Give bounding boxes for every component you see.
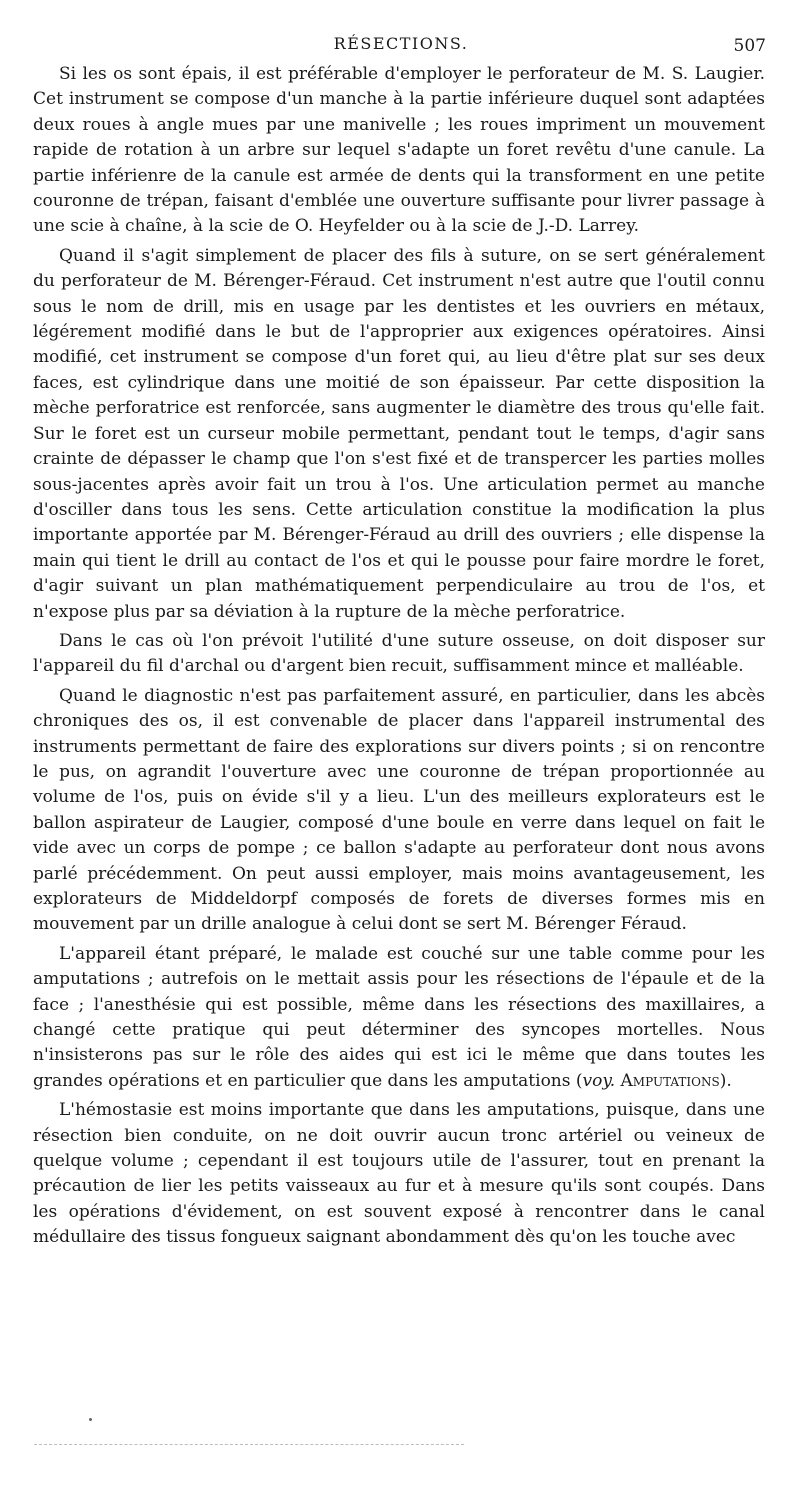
paragraph-perforateur-laugier: Si les os sont épais, il est préférable d'employer le perforateur de M. S. Laugier. Cet instrument se compose d'un manche à la partie inférieure duquel sont adaptées deux roues à angle mues par une manivelle ; les roues impriment un mouvement rapide de rotation à un arbre sur lequel s'adapte un foret revêtu d'une canule. La partie inférienre de la canule est armée de dents qui la transforment en une petite couronne de trépan, faisant d'emblée une ouverture suffisante pour livrer passage à une scie à chaîne, à la scie de O. Heyfelder ou à la scie de J.-D. Larrey. xyxy=(33,64,765,237)
appareil-text: L'appareil étant préparé, le malade est couché sur une table comme pour les amputations ; autrefois on le mettait assis pour les résections de l'épaule et de la face ; l'anesthésie qui est possible, même dans les résections des maxillaires, a changé cette pratique qui peut déterminer des syncopes mortelles. Nous n'insisterons pas sur le rôle des aides qui est ici le même que dans toutes les grandes opérations et en particulier que dans les amputations ( xyxy=(33,943,765,1091)
voy-abbreviation: voy. xyxy=(582,1070,616,1091)
page-number: 507 xyxy=(733,36,766,56)
appareil-closing: ). xyxy=(719,1070,732,1091)
print-speck xyxy=(89,1418,92,1421)
cross-reference: Amputations xyxy=(620,1070,720,1091)
body-text xyxy=(33,62,765,1255)
paragraph-suture-osseuse: Dans le cas où l'on prévoit l'utilité d'une suture osseuse, on doit disposer sur l'appareil du fil d'archal ou d'argent bien recuit, suffisamment mince et malléable. xyxy=(33,630,765,677)
paragraph-diagnostic: Quand le diagnostic n'est pas parfaitement assuré, en particulier, dans les abcès chroniques des os, il est convenable de placer dans l'appareil instrumental des instruments permettant de faire des explorations sur divers points ; si on rencontre le pus, on agrandit l'ouverture avec une couronne de trépan proportionnée au volume de l'os, puis on évide s'il y a lieu. L'un des meilleurs explorateurs est le ballon aspirateur de Laugier, composé d'une boule en verre dans lequel on fait le vide avec un corps de pompe ; ce ballon s'adapte au perforateur dont nous avons parlé précédemment. On peut aussi employer, mais moins avantageusement, les explorateurs de Middeldorpf composés de forets de diverses formes mis en mouvement par un drille analogue à celui dont se sert M. Bérenger Féraud. xyxy=(33,685,765,935)
running-title: RÉSECTIONS. xyxy=(333,34,469,53)
page-header xyxy=(30,34,772,60)
paragraph-hemostasie: L'hémostasie est moins importante que dans les amputations, puisque, dans une résection bien conduite, on ne doit ouvrir aucun tronc artériel ou veineux de quelque volume ; cependant il est toujours utile de l'assurer, tout en prenant la précaution de lier les petits vaisseaux au fur et à mesure qu'ils sont coupés. Dans les opérations d'évidement, on est souvent exposé à rencontrer dans le canal médullaire des tissus fongueux saignant abondamment dès qu'on les touche avec xyxy=(33,1100,765,1248)
paragraph-appareil xyxy=(33,942,765,1094)
paragraph-perforateur-berenger: Quand il s'agit simplement de placer des fils à suture, on se sert généralement du perforateur de M. Bérenger-Féraud. Cet instrument n'est autre que l'outil connu sous le nom de drill, mis en usage par les dentistes et les ouvriers en métaux, légérement modifié dans le but de l'approprier aux exigences opératoires. Ainsi modifié, cet instrument se compose d'un foret qui, au lieu d'être plat sur ses deux faces, est cylindrique dans une moitié de son épaisseur. Par cette disposition la mèche perforatrice est renforcée, sans augmenter le diamètre des trous qu'elle fait. Sur le foret est un curseur mobile permettant, pendant tout le temps, d'agir sans crainte de dépasser le champ que l'on s'est fixé et de transpercer les parties molles sous-jacentes après avoir fait un trou à l'os. Une articulation permet au manche d'osciller dans tous les sens. Cette articulation constitue la modification la plus importante apportée par M. Bérenger-Féraud au drill des ouvriers ; elle dispense la main qui tient le drill au contact de l'os et qui le pousse pour faire mordre le foret, d'agir suivant un plan mathématiquement perpendiculaire au trou de l'os, et n'expose plus par sa déviation à la rupture de la mèche perforatrice. xyxy=(33,245,765,622)
footer-rule xyxy=(34,1444,464,1445)
